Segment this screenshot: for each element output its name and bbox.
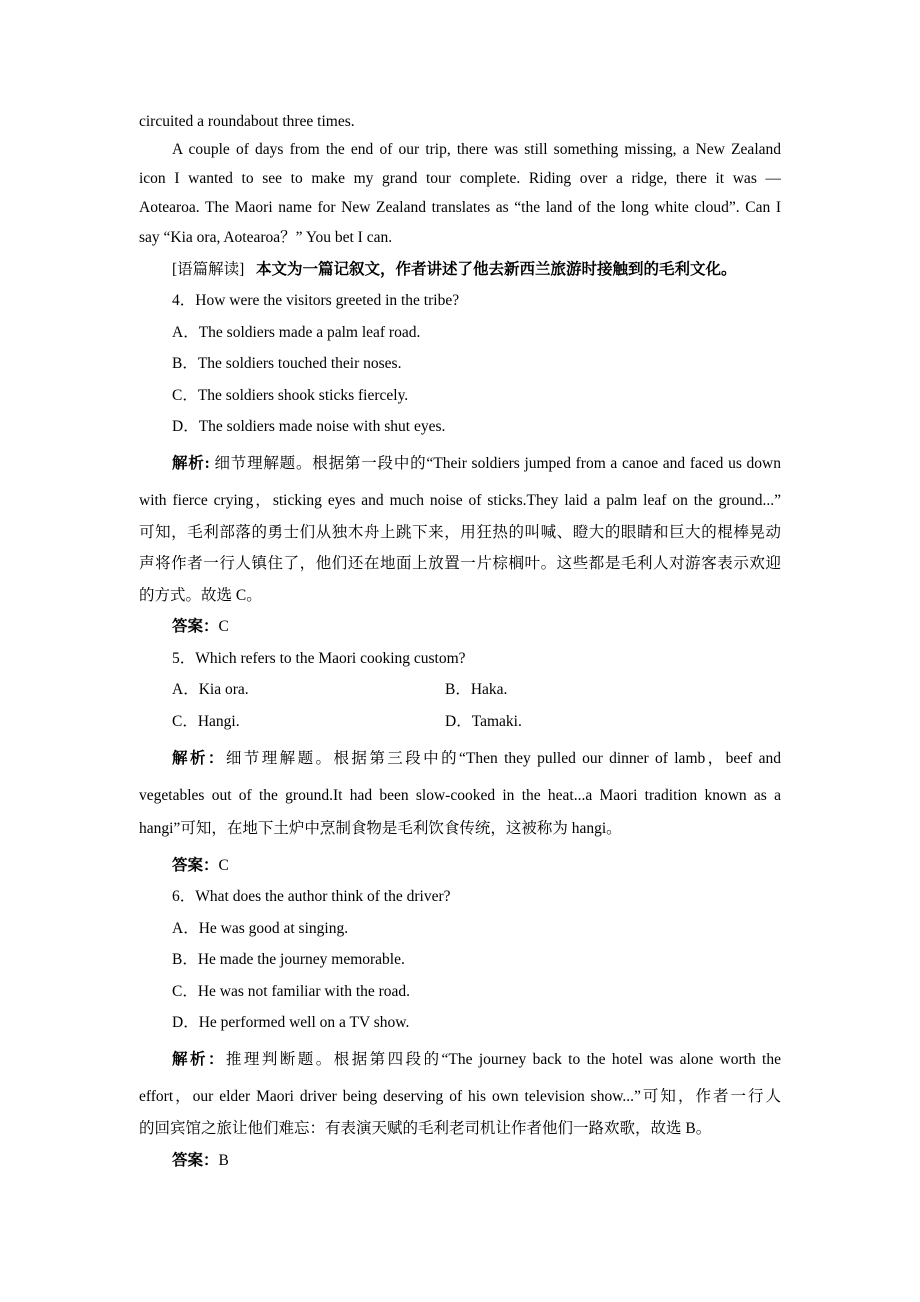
option-b: B．He made the journey memorable. [172,951,405,968]
passage-line: icon I wanted to see to make my grand tour complete. Riding over a ridge, there it was — [139,170,781,187]
analysis-line: 声将作者一行人镇住了，他们还在地面上放置一片棕榈叶。这些都是毛利人对游客表示欢迎 [139,555,781,572]
option-b: B．The soldiers touched their noses. [172,355,402,372]
answer-label: 答案： [172,1152,219,1169]
analysis-line: 可知，毛利部落的勇士们从独木舟上跳下来，用狂热的叫喊、瞪大的眼睛和巨大的棍棒晃动 [139,524,781,541]
option-a: A．Kia ora. [172,681,249,698]
question-stem: 4．How were the visitors greeted in the tribe? [172,292,460,309]
passage-line: circuited a roundabout three times. [139,113,355,130]
analysis-line: vegetables out of the ground.It had been slow-cooked in the heat...a Maori tradition known as a [139,787,781,804]
analysis-line: 解析：细节理解题。根据第三段中的“Then they pulled our dinner of lamb，beef and [172,750,781,767]
analysis-label: 解析： [172,750,226,767]
analysis-line: 解析：推理判断题。根据第四段的“The journey back to the hotel was alone worth the [172,1051,781,1068]
answer-line [172,855,781,877]
option-c: C．Hangi. [172,713,240,730]
summary-label: [语篇解读] [172,261,245,278]
answer-value: B [218,1152,229,1169]
option-row [172,711,781,733]
analysis-line: with fierce crying，sticking eyes and much noise of sticks.They laid a palm leaf on the ground...” [139,492,781,509]
passage-summary [172,259,781,281]
answer-label: 答案： [172,857,219,874]
answer-label: 答案： [172,618,219,635]
answer-value: C [218,618,229,635]
answer-value: C [218,857,229,874]
option-b: B．Haka. [445,681,508,698]
option-d: D．Tamaki. [445,713,522,730]
option-c: C．The soldiers shook sticks fiercely. [172,387,409,404]
passage-line: Aotearoa. The Maori name for New Zealand translates as “the land of the long white cloud”. Can I [139,199,781,216]
analysis-line: 的方式。故选 C。 [139,587,262,604]
question-stem: 5．Which refers to the Maori cooking custom? [172,650,466,667]
analysis-line: 的回宾馆之旅让他们难忘：有表演天赋的毛利老司机让作者他们一路欢歌，故选 B。 [139,1120,712,1137]
option-row [172,679,781,701]
answer-line [172,616,781,638]
passage-line: say “Kia ora, Aotearoa？” You bet I can. [139,229,393,246]
analysis-label: 解析: [172,455,210,472]
analysis-line: 解析: 细节理解题。根据第一段中的“Their soldiers jumped from a canoe and faced us down [172,455,781,472]
passage-line: A couple of days from the end of our trip, there was still something missing, a New Zealand [172,141,781,158]
analysis-line: hangi”可知，在地下土炉中烹制食物是毛利饮食传统，这被称为 hangi。 [139,820,622,837]
option-a: A．The soldiers made a palm leaf road. [172,324,421,341]
answer-line [172,1150,781,1172]
option-d: D．He performed well on a TV show. [172,1014,410,1031]
summary-text: 本文为一篇记叙文，作者讲述了他去新西兰旅游时接触到的毛利文化。 [255,261,737,278]
analysis-label: 解析： [172,1051,226,1068]
question-stem: 6．What does the author think of the driver? [172,888,451,905]
option-c: C．He was not familiar with the road. [172,983,411,1000]
option-d: D．The soldiers made noise with shut eyes. [172,418,446,435]
analysis-line: effort，our elder Maori driver being deserving of his own television show...”可知，作者一行人 [139,1088,781,1105]
option-a: A．He was good at singing. [172,920,349,937]
